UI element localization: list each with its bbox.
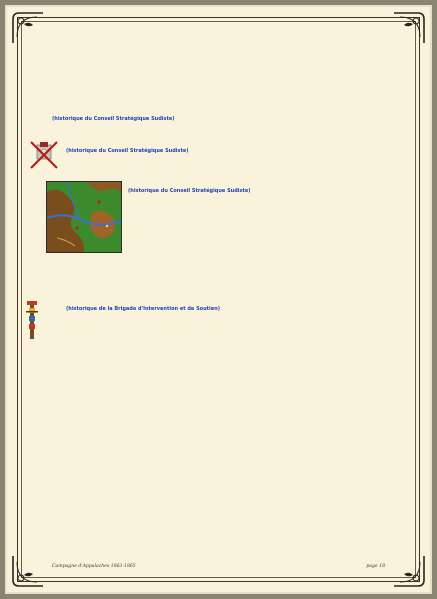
page-number: page 18 (366, 564, 385, 569)
ornament-corner-icon (392, 554, 426, 588)
entry-heading (128, 181, 388, 187)
ornament-corner-icon (11, 11, 45, 45)
intro-history-link[interactable]: (historique du Conseil Stratégique Sudiste) (52, 116, 175, 122)
entry-text (128, 188, 388, 195)
crossed-emblem-icon (28, 139, 60, 171)
entry-totem (52, 299, 388, 313)
totem-icon (26, 299, 38, 339)
entry-history-link[interactable]: (historique de la Brigade d'Intervention et de Soutien) (66, 305, 220, 312)
entry-heading (66, 299, 388, 305)
intro-line (52, 109, 388, 115)
entry-emblem (52, 141, 388, 175)
entry-text (66, 148, 388, 155)
page-footer (52, 564, 385, 569)
intro-line (52, 95, 388, 101)
entry-history-link[interactable]: (historique du Conseil Stratégique Sudiste) (128, 187, 251, 194)
ornament-corner-icon (11, 554, 45, 588)
document-body (52, 88, 388, 313)
map-thumbnail (46, 181, 122, 253)
ornament-corner-icon (392, 11, 426, 45)
entry-text (66, 306, 388, 313)
footer-title: Campagne d'Appalaches 1863-1865 (52, 564, 136, 569)
entry-heading (66, 141, 388, 147)
intro-line (52, 116, 388, 123)
intro-line (52, 88, 388, 94)
entry-history-link[interactable]: (historique du Conseil Stratégique Sudiste) (66, 147, 189, 154)
intro-line (52, 102, 388, 108)
entry-map (52, 181, 388, 293)
